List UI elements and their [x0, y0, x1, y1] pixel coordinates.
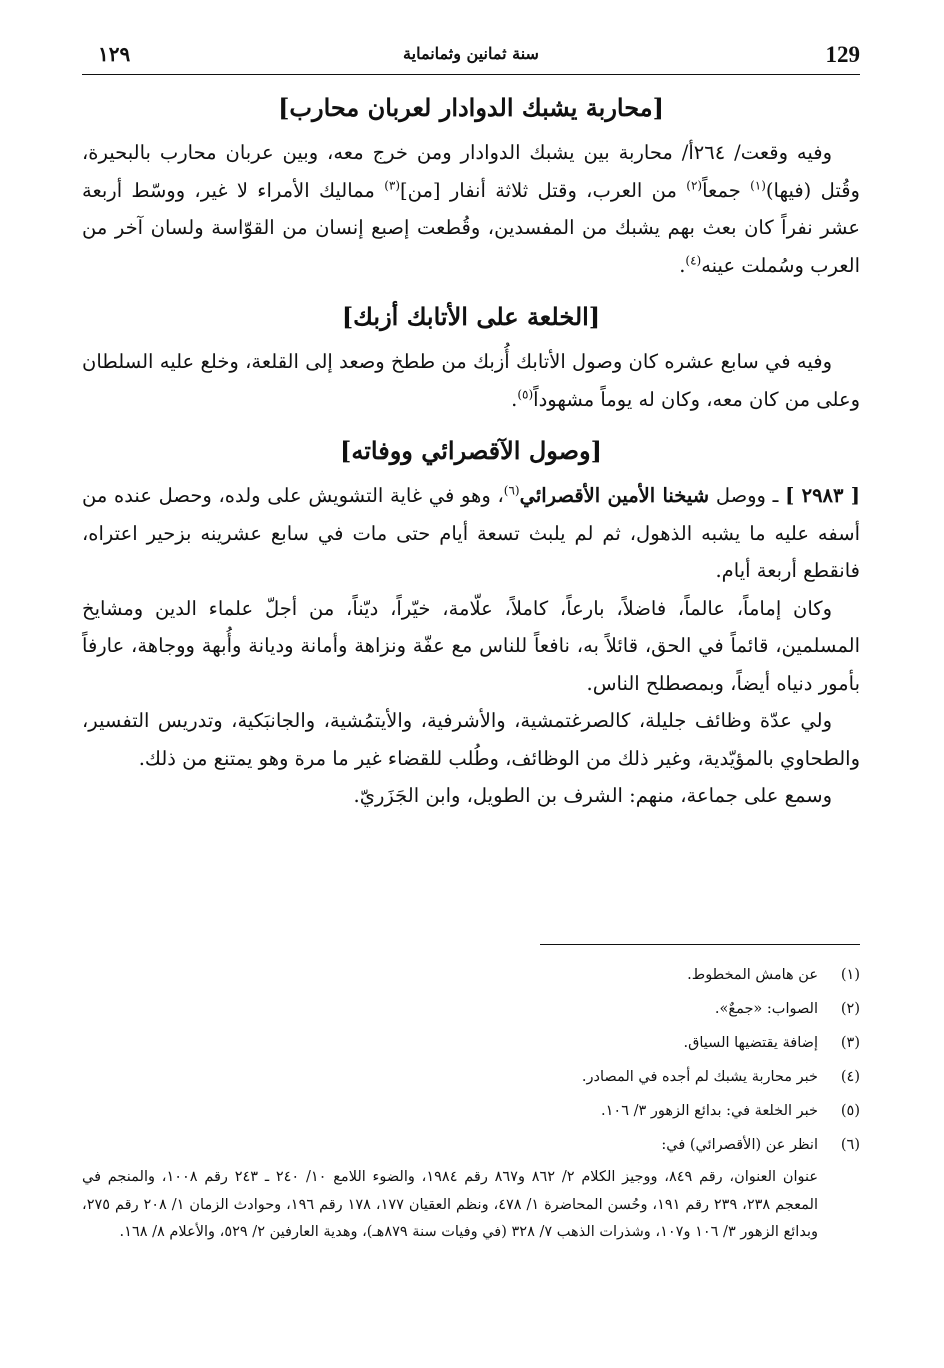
- footnote: [82, 1128, 860, 1162]
- footnote-ref-4: (٤): [685, 253, 702, 267]
- section-heading-aqsarai: [وصول الآقصرائي ووفاته]: [340, 436, 602, 465]
- footnote-number: (١): [840, 967, 860, 983]
- footnote-ref-1: (١): [750, 178, 766, 192]
- footnote-text: خبر محاربة يشبك لم أجده في المصادر.: [581, 1069, 818, 1085]
- text-run: وفيه في سابع عشره كان وصول الأتابك أُزبك من ططخ وصعد إلى القلعة، وخلع عليه السلطان وعلى من كان معه، وكان له يوماً مشهوداً: [82, 350, 860, 411]
- section-heading-khila: [الخلعة على الأتابك أزبك]: [341, 302, 601, 331]
- footnote-number: (٢): [840, 1001, 860, 1017]
- footnote-ref-6: (٦): [503, 483, 520, 498]
- page-header: [82, 38, 860, 75]
- text-run: مماليك الأمراء لا غير، ووسّط أربعة عشر نفراً كان بعث بهم يشبك من المفسدين، وقُطعت إصبع إنسان من القوّاسة ولسان آخر من العرب وسُملت عينه: [82, 178, 860, 277]
- footnote-ref-3: (٣): [384, 178, 401, 192]
- entry-number: [ ٢٩٨٣ ]: [785, 484, 861, 507]
- footnote-divider: [540, 944, 860, 945]
- paragraph-positions: ولي عدّة وظائف جليلة، كالصرغتمشية، والأشرفية، والأيتمُشية، والجانبَكية، وتدريس التفسير، والطحاوي بالمؤيّدية، وغير ذلك من الوظائف، وطُلب للقضاء غير ما مرة وهو يمتنع من ذلك.: [82, 709, 860, 770]
- text-run: .: [511, 387, 518, 411]
- book-page: [82, 38, 861, 1240]
- footnote: [82, 1026, 860, 1060]
- footnote-text: الصواب: «جمعٌ».: [714, 1001, 818, 1017]
- footnote-text: إضافة يقتضيها السياق.: [683, 1035, 818, 1051]
- text-run: من العرب، وقتل ثلاثة أنفار [من]: [400, 178, 687, 202]
- text-run: .: [679, 253, 686, 277]
- text-run: جمعاً: [702, 178, 751, 202]
- footnote-ref-5: (٥): [517, 387, 534, 401]
- text-run: ـ ووصل: [709, 484, 786, 507]
- paragraph-teachers: وسمع على جماعة، منهم: الشرف بن الطويل، وابن الجَزَريّ.: [353, 784, 832, 807]
- footnote: [82, 1060, 860, 1094]
- footnote-6-sources: عنوان العنوان، رقم ٨٤٩، ووجيز الكلام ٢/ ٨٦٢ و٨٦٧ رقم ١٩٨٤، والضوء اللامع ١٠/ ٢٤٠ ـ ٢٤٣ رقم ١٠٠٨، والمنجم في المعجم ٢٣٨، ٢٣٩ رقم ١٩١، وحُسن المحاضرة ١/ ٤٧٨، ونظم العقيان ١٧٧، ١٧٨ رقم ١٩٦، وحوادث الزمان ١/ ٢٠٨ رقم ٢٧٥، وبدائع الزهور ٣/ ١٠٦ و١٠٧، وشذرات الذهب ٧/ ٣٢٨ (في وفيات سنة ٨٧٩هـ)، وهدية العارفين ٢/ ٥٢٩، والأعلام ٨/ ١٦٨.: [82, 1169, 819, 1240]
- footnote-number: (٦): [840, 1137, 860, 1153]
- footnote: [82, 958, 860, 992]
- footnote: [82, 992, 860, 1026]
- section-heading-muharaba: [محاربة يشبك الدوادار لعربان محارب]: [278, 93, 664, 122]
- paragraph-entry-2983: [82, 477, 860, 590]
- paragraph-khila: [82, 343, 860, 418]
- running-title: سنة ثمانين وثمانماية: [403, 44, 539, 63]
- paragraph-virtues: وكان إماماً، عالماً، فاضلاً، بارعاً، كاملاً، علّامة، خيّراً، ديّناً، من أجلّ علماء الدين ومشايخ المسلمين، قائماً في الحق، قائلاً به، نافعاً للناس مع عفّة ونزاهة وأمانة وديانة وأُبهة ووجاهة، عارفاً بأمور دنياه أيضاً، وبمصطلح الناس.: [82, 596, 860, 695]
- footnote-text: خبر الخلعة في: بدائع الزهور ٣/ ١٠٦.: [601, 1103, 818, 1119]
- text-run: ، وهو في غاية التشويش على ولده، وحصل عنده من أسفه عليه ما يشبه الذهول، ثم لم يلبث تسعة أيام حتى مات في سابع عشرينه بزحير اعتراه، فانقطع أربعة أيام.: [82, 484, 860, 582]
- page-number-latin: 129: [825, 42, 860, 67]
- entry-name: شيخنا الأمين الأقصرائي: [519, 484, 710, 507]
- page-number-arabic: ١٢٩: [98, 42, 131, 66]
- footnote-number: (٥): [840, 1103, 860, 1119]
- footnote-text: عن هامش المخطوط.: [687, 967, 818, 983]
- footnote: [82, 1094, 860, 1128]
- footnote-ref-2: (٢): [686, 178, 703, 192]
- footnote-number: (٣): [840, 1035, 860, 1051]
- footnote-number: (٤): [840, 1069, 860, 1085]
- text-run: وفيه وقعت/ ٢٦٤أ/ محاربة بين يشبك الدوادار ومن خرج معه، وبين عربان محارب بالبحيرة، وقُتل (فيها): [82, 141, 860, 202]
- paragraph-muharaba: [82, 134, 860, 284]
- footnotes: [82, 958, 860, 1247]
- footnote-text: انظر عن (الأقصرائي) في:: [661, 1137, 818, 1153]
